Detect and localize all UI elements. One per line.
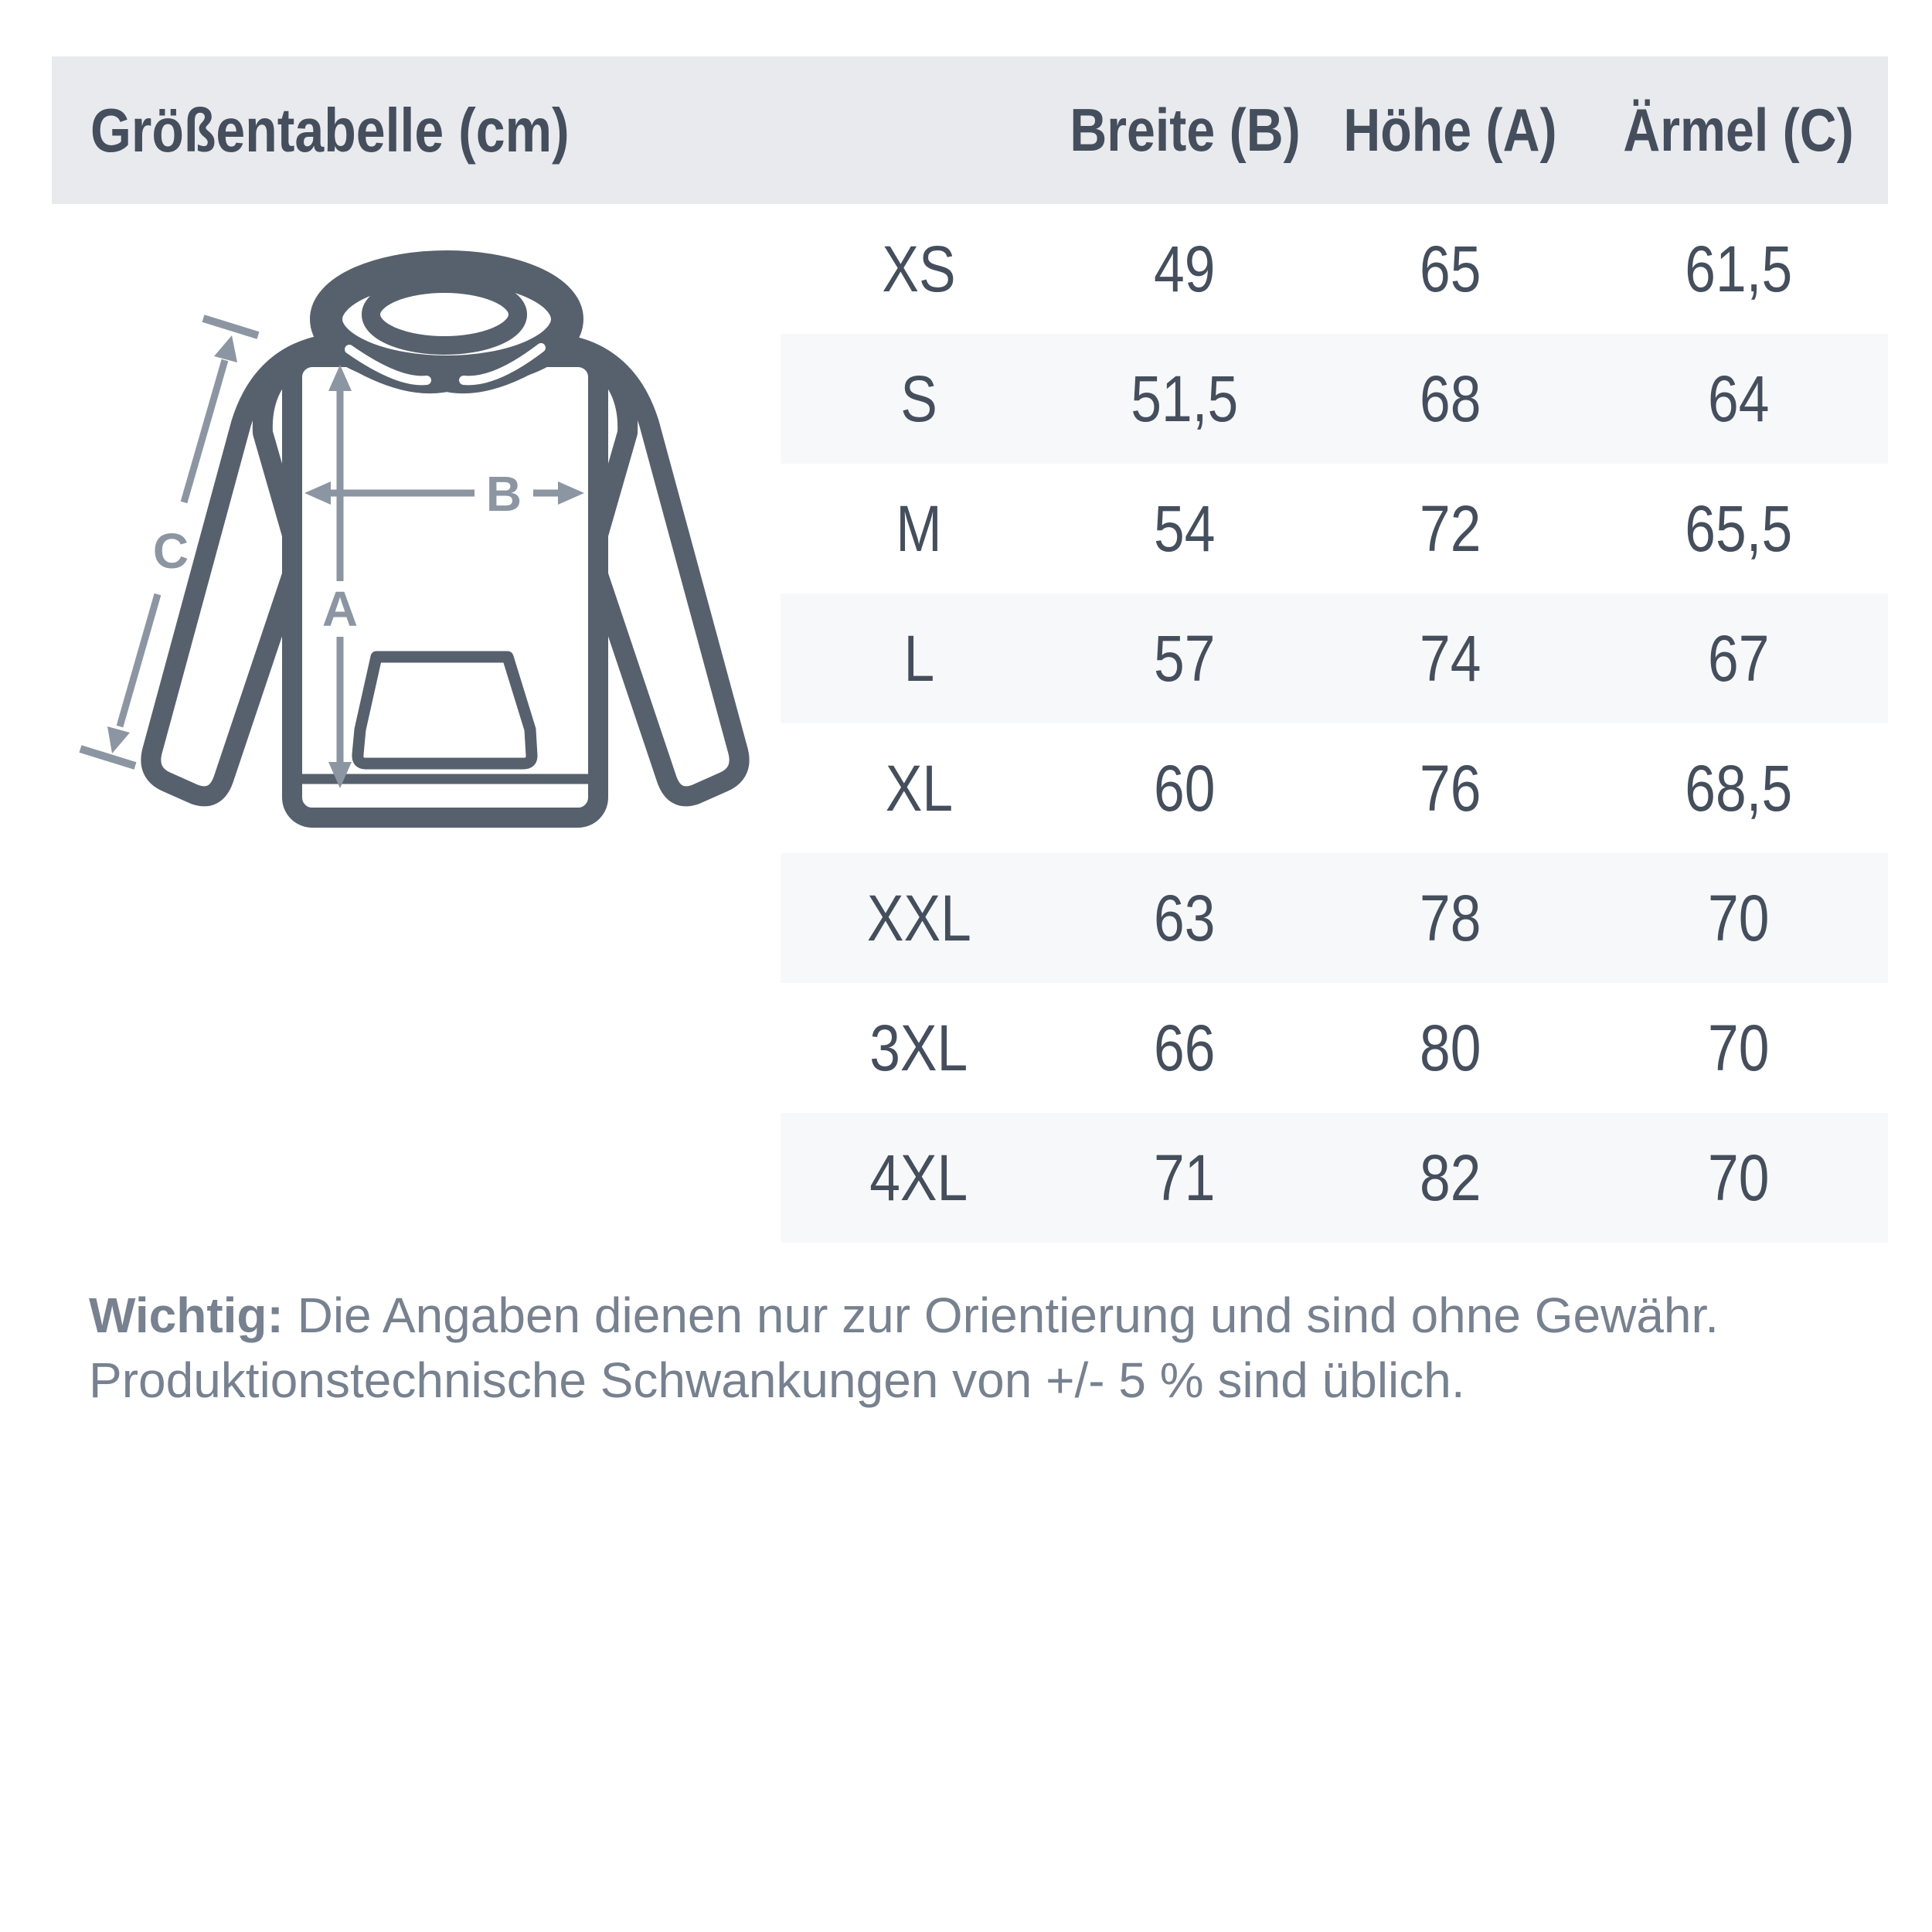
aermel-value: 61,5 bbox=[1685, 232, 1793, 305]
table-header-columns bbox=[781, 56, 1888, 204]
size-label: L bbox=[903, 621, 934, 695]
size-label: 3XL bbox=[869, 1011, 968, 1084]
breite-value: 63 bbox=[1154, 881, 1216, 954]
hoehe-value: 76 bbox=[1420, 751, 1481, 825]
table-row-xxl bbox=[781, 853, 1888, 983]
disclaimer-line-1: Wichtig: Die Angaben dienen nur zur Orientierung und sind ohne Gewähr. bbox=[89, 1287, 1719, 1343]
size-table bbox=[781, 204, 1888, 1243]
table-row-3xl bbox=[781, 983, 1888, 1113]
size-label: 4XL bbox=[869, 1141, 968, 1214]
table-row-l bbox=[781, 594, 1888, 723]
dimension-label-a: A bbox=[321, 581, 359, 637]
hoehe-value: 80 bbox=[1420, 1011, 1481, 1084]
breite-value: 49 bbox=[1154, 232, 1216, 305]
page-title: Größentabelle (cm) bbox=[90, 95, 570, 165]
column-header-aermel: Ärmel (C) bbox=[1623, 96, 1854, 164]
arrow-c-end-tick-bottom bbox=[80, 749, 135, 766]
aermel-value: 70 bbox=[1707, 1011, 1770, 1084]
breite-value: 51,5 bbox=[1131, 362, 1239, 435]
breite-value: 57 bbox=[1154, 621, 1216, 695]
hoehe-value: 65 bbox=[1420, 232, 1481, 305]
table-row-m bbox=[781, 464, 1888, 594]
dimension-label-b: B bbox=[485, 466, 522, 522]
breite-value: 71 bbox=[1154, 1141, 1216, 1214]
hoehe-value: 78 bbox=[1420, 881, 1481, 954]
aermel-value: 70 bbox=[1707, 881, 1770, 954]
size-label: M bbox=[896, 492, 942, 565]
hoehe-value: 74 bbox=[1420, 621, 1481, 695]
size-label: XXL bbox=[866, 881, 971, 954]
table-header-band bbox=[52, 56, 1888, 204]
hoehe-value: 72 bbox=[1420, 492, 1481, 565]
size-label: XS bbox=[882, 232, 956, 305]
aermel-value: 70 bbox=[1707, 1141, 1770, 1214]
aermel-value: 64 bbox=[1707, 362, 1770, 435]
arrow-c-end-tick-top bbox=[203, 318, 258, 335]
size-label: XL bbox=[885, 751, 953, 825]
table-row-4xl bbox=[781, 1113, 1888, 1243]
table-row-s bbox=[781, 334, 1888, 464]
column-header-hoehe: Höhe (A) bbox=[1343, 96, 1558, 164]
size-label: S bbox=[900, 362, 937, 435]
aermel-value: 67 bbox=[1707, 621, 1770, 695]
breite-value: 54 bbox=[1154, 492, 1216, 565]
header-spacer bbox=[781, 56, 1057, 204]
disclaimer-bold-prefix: Wichtig: bbox=[89, 1287, 284, 1343]
breite-value: 66 bbox=[1154, 1011, 1216, 1084]
breite-value: 60 bbox=[1154, 751, 1216, 825]
dimension-label-c: C bbox=[152, 523, 189, 579]
disclaimer-line-2: Produktionstechnische Schwankungen von +/- 5 % sind üblich. bbox=[89, 1352, 1465, 1408]
disclaimer bbox=[89, 1283, 1866, 1413]
hoehe-value: 82 bbox=[1420, 1141, 1481, 1214]
aermel-value: 65,5 bbox=[1685, 492, 1793, 565]
hood-inner-ring bbox=[371, 284, 518, 345]
column-header-breite: Breite (B) bbox=[1069, 96, 1301, 164]
aermel-value: 68,5 bbox=[1685, 751, 1793, 825]
table-row-xl bbox=[781, 723, 1888, 853]
table-row-xs bbox=[781, 204, 1888, 334]
hoehe-value: 68 bbox=[1420, 362, 1481, 435]
hoodie-pocket bbox=[358, 657, 532, 764]
